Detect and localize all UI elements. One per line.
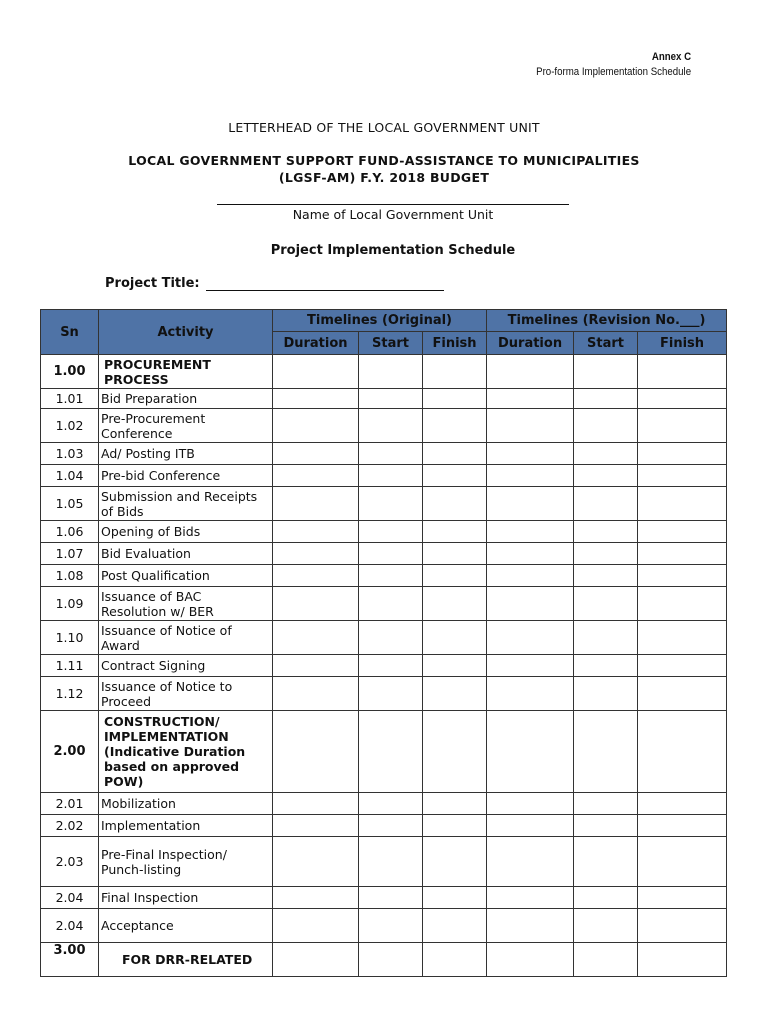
timeline-input-cell[interactable] [574,909,638,943]
timeline-input-cell[interactable] [487,655,574,677]
timeline-input-cell[interactable] [359,465,423,487]
timeline-input-cell[interactable] [359,521,423,543]
row-sn: 1.03 [41,443,99,465]
timeline-input-cell[interactable] [273,487,359,521]
timeline-input-cell[interactable] [574,443,638,465]
row-activity: Bid Preparation [99,389,273,409]
row-activity: Ad/ Posting ITB [99,443,273,465]
table-row [41,621,727,655]
timeline-input-cell[interactable] [487,711,574,793]
row-sn: 1.08 [41,565,99,587]
timeline-input-cell[interactable] [359,565,423,587]
row-activity: Mobilization [99,793,273,815]
timeline-input-cell[interactable] [638,815,727,837]
fund-title-line2: (LGSF-AM) F.Y. 2018 BUDGET [278,170,490,185]
row-activity: Final Inspection [99,887,273,909]
table-row [41,943,727,977]
row-activity: Issuance of Notice of Award [99,621,273,655]
timeline-input-cell[interactable] [273,655,359,677]
timeline-input-cell[interactable] [487,587,574,621]
timeline-input-cell[interactable] [638,655,727,677]
row-activity: Submission and Receipts of Bids [99,487,273,521]
timeline-input-cell[interactable] [487,677,574,711]
timeline-input-cell[interactable] [423,543,487,565]
timeline-input-cell[interactable] [487,521,574,543]
timeline-input-cell[interactable] [423,521,487,543]
timeline-input-cell[interactable] [487,543,574,565]
row-sn: 1.00 [41,355,99,389]
row-sn: 2.02 [41,815,99,837]
timeline-input-cell[interactable] [273,389,359,409]
timeline-input-cell[interactable] [638,887,727,909]
timeline-input-cell[interactable] [487,943,574,977]
timeline-input-cell[interactable] [638,621,727,655]
row-sn: 1.06 [41,521,99,543]
timeline-input-cell[interactable] [423,815,487,837]
timeline-input-cell[interactable] [574,793,638,815]
timeline-input-cell[interactable] [574,355,638,389]
timeline-input-cell[interactable] [638,443,727,465]
project-title-field [105,276,444,291]
timeline-input-cell[interactable] [574,389,638,409]
row-sn: 3.00 [41,943,99,977]
header-sn: Sn [41,310,99,355]
timeline-input-cell[interactable] [487,355,574,389]
timeline-input-cell[interactable] [273,565,359,587]
timeline-input-cell[interactable] [359,389,423,409]
timeline-input-cell[interactable] [487,409,574,443]
row-sn: 1.11 [41,655,99,677]
header-duration-original: Duration [273,332,359,355]
table-row [41,793,727,815]
timeline-input-cell[interactable] [359,909,423,943]
timeline-input-cell[interactable] [574,887,638,909]
timeline-input-cell[interactable] [423,943,487,977]
row-activity: Pre-bid Conference [99,465,273,487]
timeline-input-cell[interactable] [273,355,359,389]
row-sn: 1.05 [41,487,99,521]
row-sn: 1.04 [41,465,99,487]
table-row [41,711,727,793]
timeline-input-cell[interactable] [638,355,727,389]
timeline-input-cell[interactable] [273,621,359,655]
header-start-original: Start [359,332,423,355]
row-sn: 2.01 [41,793,99,815]
timeline-input-cell[interactable] [638,677,727,711]
timeline-input-cell[interactable] [574,621,638,655]
annex-label: Annex C [651,51,691,63]
timeline-input-cell[interactable] [359,887,423,909]
timeline-input-cell[interactable] [574,543,638,565]
row-sn: 2.03 [41,837,99,887]
timeline-input-cell[interactable] [638,837,727,887]
timeline-input-cell[interactable] [273,521,359,543]
timeline-input-cell[interactable] [359,543,423,565]
table-row [41,465,727,487]
header-timelines-original: Timelines (Original) [273,310,487,332]
row-activity: CONSTRUCTION/ IMPLEMENTATION (Indicative Duration based on approved POW) [99,711,273,793]
timeline-input-cell[interactable] [574,487,638,521]
row-sn: 2.04 [41,909,99,943]
row-activity: PROCUREMENT PROCESS [99,355,273,389]
timeline-input-cell[interactable] [423,465,487,487]
timeline-input-cell[interactable] [359,793,423,815]
timeline-input-cell[interactable] [487,465,574,487]
header-timelines-revision: Timelines (Revision No.___) [487,310,727,332]
table-row [41,909,727,943]
timeline-input-cell[interactable] [273,837,359,887]
header-finish-original: Finish [423,332,487,355]
timeline-input-cell[interactable] [638,465,727,487]
table-row [41,587,727,621]
timeline-input-cell[interactable] [359,815,423,837]
timeline-input-cell[interactable] [423,587,487,621]
table-row [41,655,727,677]
timeline-input-cell[interactable] [359,487,423,521]
timeline-input-cell[interactable] [574,677,638,711]
row-sn: 1.09 [41,587,99,621]
timeline-input-cell[interactable] [273,443,359,465]
header-duration-revision: Duration [487,332,574,355]
timeline-input-cell[interactable] [487,815,574,837]
row-activity: Implementation [99,815,273,837]
timeline-input-cell[interactable] [273,465,359,487]
timeline-input-cell[interactable] [574,521,638,543]
timeline-input-cell[interactable] [423,487,487,521]
row-activity: Issuance of BAC Resolution w/ BER [99,587,273,621]
timeline-input-cell[interactable] [574,565,638,587]
timeline-input-cell[interactable] [423,793,487,815]
row-activity: Pre-Procurement Conference [99,409,273,443]
timeline-input-cell[interactable] [574,409,638,443]
timeline-input-cell[interactable] [574,587,638,621]
timeline-input-cell[interactable] [273,793,359,815]
timeline-input-cell[interactable] [273,543,359,565]
timeline-input-cell[interactable] [423,837,487,887]
annex-block [536,50,691,80]
row-activity: Bid Evaluation [99,543,273,565]
timeline-input-cell[interactable] [638,587,727,621]
timeline-input-cell[interactable] [638,487,727,521]
table-row [41,409,727,443]
project-title-label: Project Title: [105,276,200,291]
row-activity: Issuance of Notice to Proceed [99,677,273,711]
timeline-input-cell[interactable] [359,677,423,711]
timeline-input-cell[interactable] [487,565,574,587]
timeline-input-cell[interactable] [487,837,574,887]
row-activity: Contract Signing [99,655,273,677]
header-finish-revision: Finish [638,332,727,355]
timeline-input-cell[interactable] [423,711,487,793]
timeline-input-cell[interactable] [638,909,727,943]
schedule-table-body [41,355,727,977]
row-sn: 1.02 [41,409,99,443]
timeline-input-cell[interactable] [487,443,574,465]
timeline-input-cell[interactable] [359,587,423,621]
timeline-input-cell[interactable] [273,409,359,443]
timeline-input-cell[interactable] [487,621,574,655]
timeline-input-cell[interactable] [359,943,423,977]
timeline-input-cell[interactable] [638,943,727,977]
timeline-input-cell[interactable] [574,815,638,837]
row-activity: Opening of Bids [99,521,273,543]
timeline-input-cell[interactable] [273,815,359,837]
timeline-input-cell[interactable] [359,711,423,793]
timeline-input-cell[interactable] [423,565,487,587]
table-row [41,443,727,465]
timeline-input-cell[interactable] [574,655,638,677]
row-sn: 1.12 [41,677,99,711]
header-start-revision: Start [574,332,638,355]
row-sn: 1.01 [41,389,99,409]
timeline-input-cell[interactable] [487,909,574,943]
timeline-input-cell[interactable] [423,443,487,465]
timeline-input-cell[interactable] [638,793,727,815]
table-row [41,565,727,587]
timeline-input-cell[interactable] [638,711,727,793]
timeline-input-cell[interactable] [638,409,727,443]
annex-subtitle: Pro-forma Implementation Schedule [536,66,691,78]
timeline-input-cell[interactable] [359,443,423,465]
table-row [41,389,727,409]
timeline-input-cell[interactable] [574,465,638,487]
table-row [41,543,727,565]
timeline-input-cell[interactable] [273,587,359,621]
table-row [41,487,727,521]
timeline-input-cell[interactable] [487,487,574,521]
table-row [41,837,727,887]
lgu-name-blank-line [217,204,569,205]
timeline-input-cell[interactable] [638,565,727,587]
row-sn: 2.04 [41,887,99,909]
timeline-input-cell[interactable] [273,711,359,793]
letterhead: LETTERHEAD OF THE LOCAL GOVERNMENT UNIT [228,120,540,135]
row-sn: 1.07 [41,543,99,565]
timeline-input-cell[interactable] [423,621,487,655]
timeline-input-cell[interactable] [359,355,423,389]
table-row [41,677,727,711]
timeline-input-cell[interactable] [273,677,359,711]
timeline-input-cell[interactable] [359,621,423,655]
fund-title-line1: LOCAL GOVERNMENT SUPPORT FUND-ASSISTANCE TO MUNICIPALITIES [128,153,640,168]
table-row [41,815,727,837]
row-sn: 1.10 [41,621,99,655]
row-activity: Pre-Final Inspection/ Punch-listing [99,837,273,887]
lgu-name-label: Name of Local Government Unit [292,207,494,222]
timeline-input-cell[interactable] [574,711,638,793]
row-activity: Post Qualification [99,565,273,587]
table-row [41,355,727,389]
table-row [41,887,727,909]
timeline-input-cell[interactable] [273,909,359,943]
timeline-input-cell[interactable] [273,943,359,977]
header-activity: Activity [99,310,273,355]
timeline-input-cell[interactable] [423,389,487,409]
timeline-input-cell[interactable] [487,389,574,409]
timeline-input-cell[interactable] [423,909,487,943]
timeline-input-cell[interactable] [574,943,638,977]
timeline-input-cell[interactable] [574,837,638,887]
timeline-input-cell[interactable] [638,543,727,565]
timeline-input-cell[interactable] [487,793,574,815]
project-title-blank-line [206,276,444,291]
timeline-input-cell[interactable] [423,677,487,711]
timeline-input-cell[interactable] [423,355,487,389]
table-row [41,521,727,543]
row-activity: FOR DRR-RELATED [99,943,273,977]
timeline-input-cell[interactable] [487,887,574,909]
timeline-input-cell[interactable] [638,521,727,543]
timeline-input-cell[interactable] [359,655,423,677]
timeline-input-cell[interactable] [423,655,487,677]
row-sn: 2.00 [41,711,99,793]
timeline-input-cell[interactable] [359,837,423,887]
fund-title [0,152,768,186]
timeline-input-cell[interactable] [273,887,359,909]
schedule-title: Project Implementation Schedule [270,243,516,258]
timeline-input-cell[interactable] [638,389,727,409]
timeline-input-cell[interactable] [359,409,423,443]
timeline-input-cell[interactable] [423,409,487,443]
timeline-input-cell[interactable] [423,887,487,909]
schedule-table [40,309,727,977]
row-activity: Acceptance [99,909,273,943]
